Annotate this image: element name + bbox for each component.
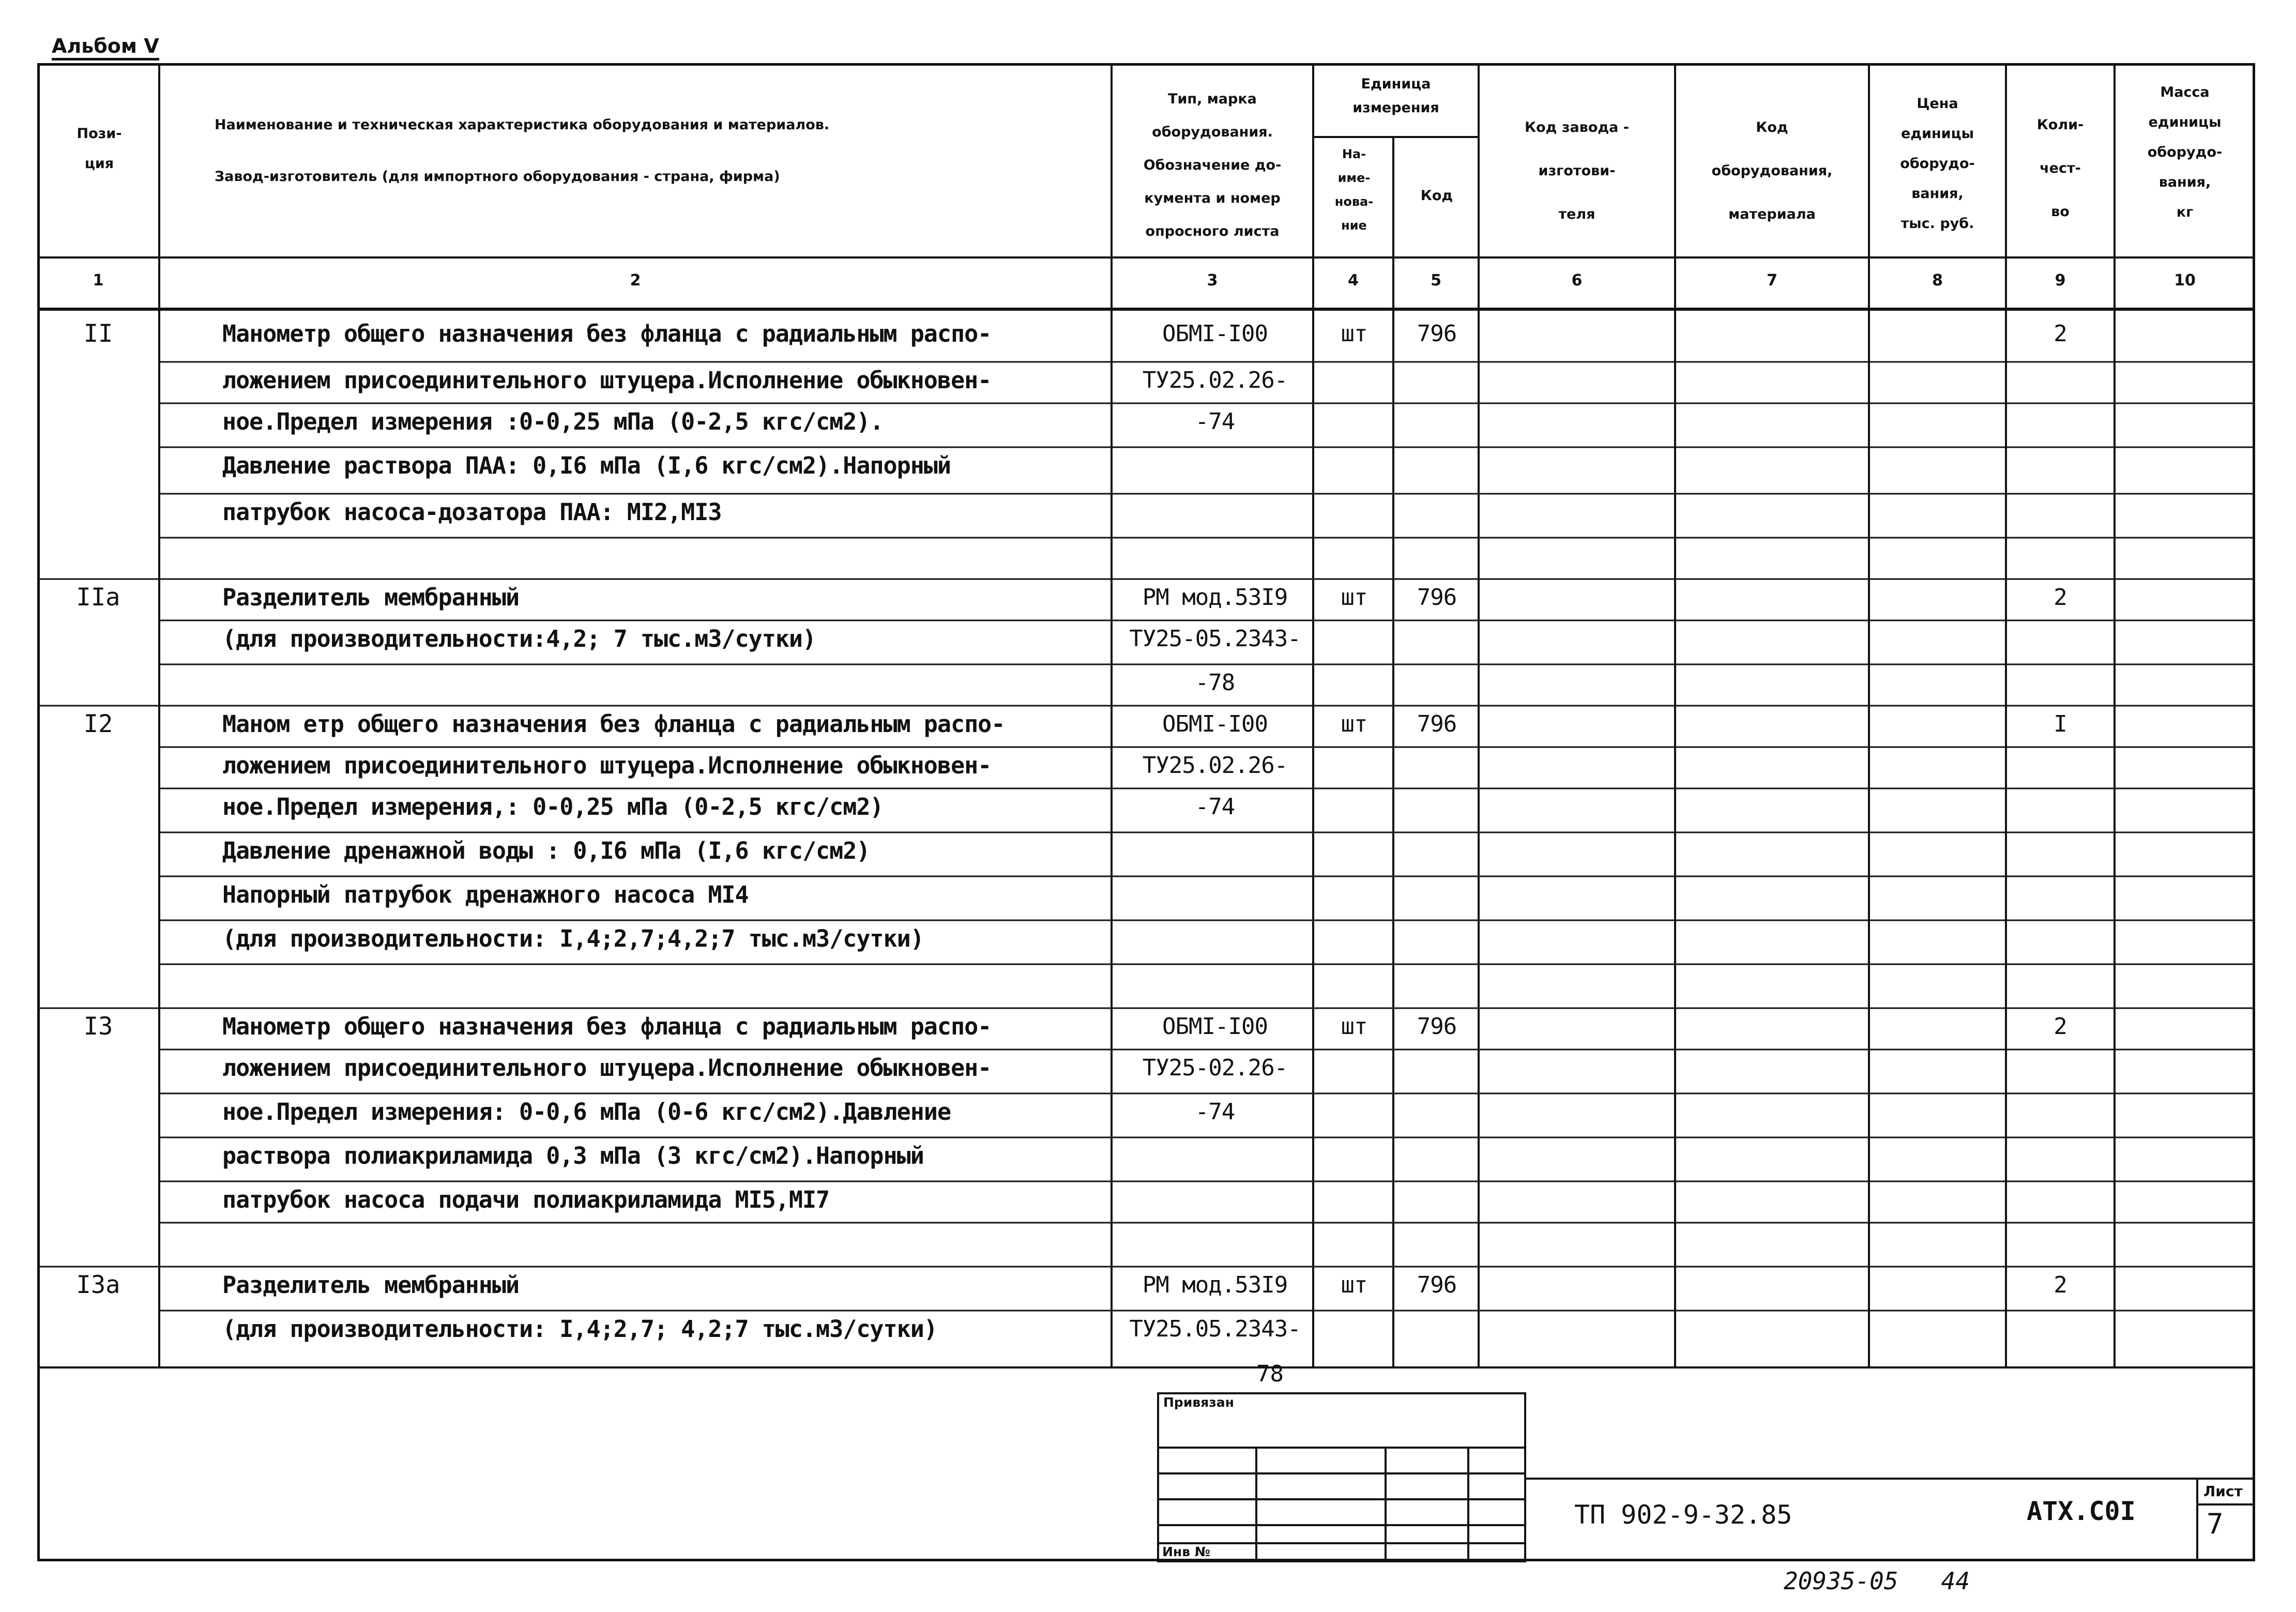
row-description: Манометр общего назначения без фланца с радиальным распо- [222,320,992,347]
column-number: 4 [1348,271,1359,290]
stamp-privyazan: Привязан [1163,1395,1234,1410]
header-plant-code: Код завода - изготови- теля [1525,119,1629,222]
row-description: Разделитель мембранный [222,1271,520,1299]
row-position: II [83,320,113,348]
header-unit: Единица измерения [1352,76,1439,116]
header-quantity: Коли- чест- во [2036,117,2084,220]
row-quantity: I [2054,711,2067,737]
column-number: 7 [1767,271,1777,290]
row-description: ложением присоединительного штуцера.Исполнение обыкновен- [222,1054,992,1082]
row-type: ТУ25-02.26- [1142,1055,1288,1081]
header-price: Цена единицы оборудо- вания, тыс. руб. [1900,96,1975,232]
row-description: патрубок насоса-дозатора ПАА: МI2,МI3 [222,498,722,526]
row-type: ОБМI-I00 [1162,1013,1268,1040]
row-description: (для производительности: I,4;2,7;4,2;7 тыс.м3/сутки) [222,925,924,952]
row-position: I3 [83,1012,113,1041]
header-type: Тип, марка оборудования. Обозначение до- кумента и номер опросного листа [1143,91,1282,239]
row-quantity: 2 [2054,1013,2067,1040]
row-type: ОБМI-I00 [1162,321,1268,347]
column-number: 8 [1932,271,1943,290]
row-description: Манометр общего назначения без фланца с радиальным распо- [222,1013,992,1040]
header-name-line1: Наименование и техническая характеристика оборудования и материалов. [215,117,830,133]
row-description: Давление дренажной воды : 0,I6 мПа (I,6 кгс/см2) [222,837,870,864]
row-unit-code: 796 [1417,321,1457,347]
row-position: I3a [76,1271,120,1299]
header-unit-code: Код [1420,188,1453,204]
sheet-label: Лист [2203,1483,2243,1500]
row-type: -74 [1195,1099,1235,1125]
row-description: ное.Предел измерения :0-0,25 мПа (0-2,5 кгс/см2). [222,408,884,435]
sheet-number: 7 [2207,1508,2224,1540]
row-description: ное.Предел измерения: 0-0,6 мПа (0-6 кгс/см2).Давление [222,1098,951,1126]
row-position: IIa [76,583,120,612]
row-type: -74 [1195,408,1235,435]
row-type: ОБМI-I00 [1162,711,1268,737]
row-type: ТУ25.02.26- [1142,367,1288,393]
row-description: ное.Предел измерения,: 0-0,25 мПа (0-2,5 кгс/см2) [222,793,884,820]
header-mass: Масса единицы оборудо- вания, кг [2147,84,2223,220]
row-unit: шт [1341,1013,1367,1040]
row-unit: шт [1341,584,1367,611]
header-name-line2: Завод-изготовитель (для импортного оборудования - страна, фирма) [215,169,780,185]
album-label: Альбом V [52,34,159,60]
document-mark: АТХ.С0I [2027,1496,2136,1526]
row-description: (для производительности: I,4;2,7; 4,2;7 тыс.м3/сутки) [222,1315,937,1343]
row-quantity: 2 [2054,1272,2067,1298]
column-number: 10 [2174,271,2196,290]
row-type: ТУ25.02.26- [1142,752,1288,779]
row-type: ТУ25-05.2343- [1129,626,1301,652]
row-unit: шт [1341,711,1367,737]
column-number: 1 [93,271,104,290]
footer-number: 20935-05 44 [1784,1567,1970,1595]
row-description: Напорный патрубок дренажного насоса МI4 [222,881,749,908]
row-type: -74 [1195,794,1235,820]
header-position: Пози- ция [77,126,122,172]
header-equipment-code: Код оборудования, материала [1711,119,1833,222]
row-position: I2 [83,710,113,738]
row-type: РМ мод.53I9 [1142,1272,1288,1298]
row-unit-code: 796 [1417,1013,1457,1040]
column-number: 2 [630,271,641,290]
row-unit: шт [1341,321,1367,347]
row-description: Разделитель мембранный [222,584,520,611]
row-type: ТУ25.05.2343- [1129,1316,1301,1342]
row-type: -78 [1195,670,1235,696]
row-description: Давление раствора ПАА: 0,I6 мПа (I,6 кгс/см2).Напорный [222,452,951,479]
row-unit-code: 796 [1417,711,1457,737]
column-number: 9 [2055,271,2066,290]
row-unit-code: 796 [1417,1272,1457,1298]
document-code: ТП 902-9-32.85 [1574,1500,1792,1530]
row-description: Маном етр общего назначения без фланца с радиальным распо- [222,710,1005,738]
row-quantity: 2 [2054,321,2067,347]
row-description: патрубок насоса подачи полиакриламида МI5,МI7 [222,1186,830,1213]
overflow-type: 78 [1256,1361,1284,1387]
row-description: раствора полиакриламида 0,3 мПа (3 кгс/см2).Напорный [222,1142,924,1169]
row-type: РМ мод.53I9 [1142,584,1288,611]
row-description: (для производительности:4,2; 7 тыс.м3/сутки) [222,625,816,652]
row-description: ложением присоединительного штуцера.Исполнение обыкновен- [222,367,992,394]
column-number: 3 [1207,271,1218,290]
header-unit-name: На- име- нова- ние [1334,147,1374,233]
row-unit: шт [1341,1272,1367,1298]
column-number: 6 [1571,271,1583,290]
row-description: ложением присоединительного штуцера.Исполнение обыкновен- [222,752,992,779]
row-unit-code: 796 [1417,584,1457,611]
stamp-inv-number: Инв № [1162,1544,1210,1559]
column-number: 5 [1431,271,1441,290]
row-quantity: 2 [2054,584,2067,611]
